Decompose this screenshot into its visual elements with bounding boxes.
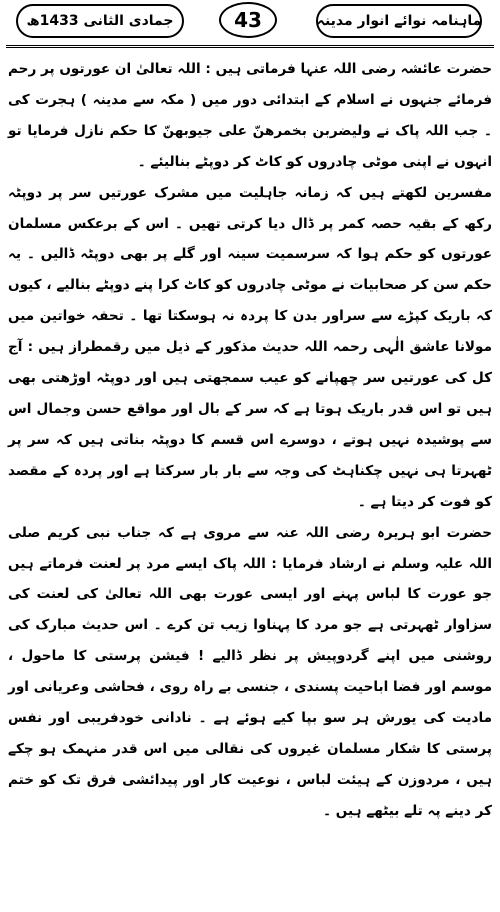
page-number: 43 (219, 2, 277, 38)
article-body (8, 54, 492, 827)
paragraph: حضرت ابو ہریرہ رضی اللہ عنہ سے مروی ہے کہ جناب نبی کریم صلی اللہ علیہ وسلم نے ارشاد فرمایا : اللہ پاک ایسے مرد پر لعنت فرماتے ہیں جو عورت کا لباس پہنے اور ایسی عورت بھی اللہ تعالیٰ کی لعنت کی سزاوار ٹھہرتی ہے جو مرد کا پہناوا زیب تن کرے ۔ اس حدیث مبارک کی روشنی میں اپنے گردوپیش پر نظر ڈالیے ! فیشن پرستی کا ماحول ، موسم اور فضا اباحیت پسندی ، جنسی بے راہ روی ، فحاشی وعریانی اور مادیت کی یورش ہر سو بپا کیے ہوئے ہے ۔ نادانی خودفریبی اور نفس پرستی کا شکار مسلمان غیروں کی نقالی میں اس قدر منہمک ہو چکے ہیں ، مردوزن کے ہیئت لباس ، نوعیت کار اور پیدائشی فرق تک کو ختم کر دینے پہ تلے بیٹھے ہیں ۔ (8, 524, 492, 819)
magazine-title: ماہنامہ نوائے انوار مدینہ (316, 4, 482, 38)
issue-date-label: جمادی الثانی 1433ھ (16, 4, 184, 38)
paragraph: مفسرین لکھتے ہیں کہ زمانہ جاہلیت میں مشرک عورتیں سر پر دوپٹہ رکھ کے بقیہ حصہ کمر پر ڈال دیا کرتی تھیں ۔ اس کے برعکس مسلمان عورتوں کو حکم ہوا کہ سرسمیت سینہ اور گلے پر بھی دوپٹہ ڈالیں ۔ یہ حکم سن کر صحابیات نے موٹی چادروں کو کاٹ کرا پنے دوپٹے بنالیے ، کیوں کہ باریک کپڑے سے سراور بدن کا پردہ نہ ہوسکتا تھا ۔ تحفہ خواتین میں مولانا عاشق الٰہی رحمہ اللہ حدیث مذکور کے ذیل میں رقمطراز ہیں : آج کل کی عورتیں سر چھپانے کو عیب سمجھتی ہیں اور دوپٹہ اوڑھتی بھی ہیں تو اس قدر باریک ہوتا ہے کہ سر کے بال اور مواقع حسن وجمال اس سے پوشیدہ نہیں ہوتے ، دوسرے اس قسم کا دوپٹہ بناتی ہیں کہ سر پر ٹھہرتا ہی نہیں چکناہٹ کی وجہ سے بار بار سرکتا ہے اور پردہ کے مقصد کو فوت کر دیتا ہے ۔ (8, 184, 492, 510)
paragraph: حضرت عائشہ رضی اللہ عنہا فرماتی ہیں : اللہ تعالیٰ ان عورتوں پر رحم فرمائے جنہوں نے اسلام کے ابتدائی دور میں ( مکہ سے مدینہ ) ہجرت کی ۔ جب اللہ پاک نے ولیضربن بخمرھنّ علی جیوبھنّ کا حکم نازل فرمایا تو انہوں نے اپنی موٹی چادروں کو کاٹ کر دوپٹے بنالیئے ۔ (8, 61, 492, 170)
header-divider (6, 45, 494, 48)
page-header (0, 0, 500, 46)
